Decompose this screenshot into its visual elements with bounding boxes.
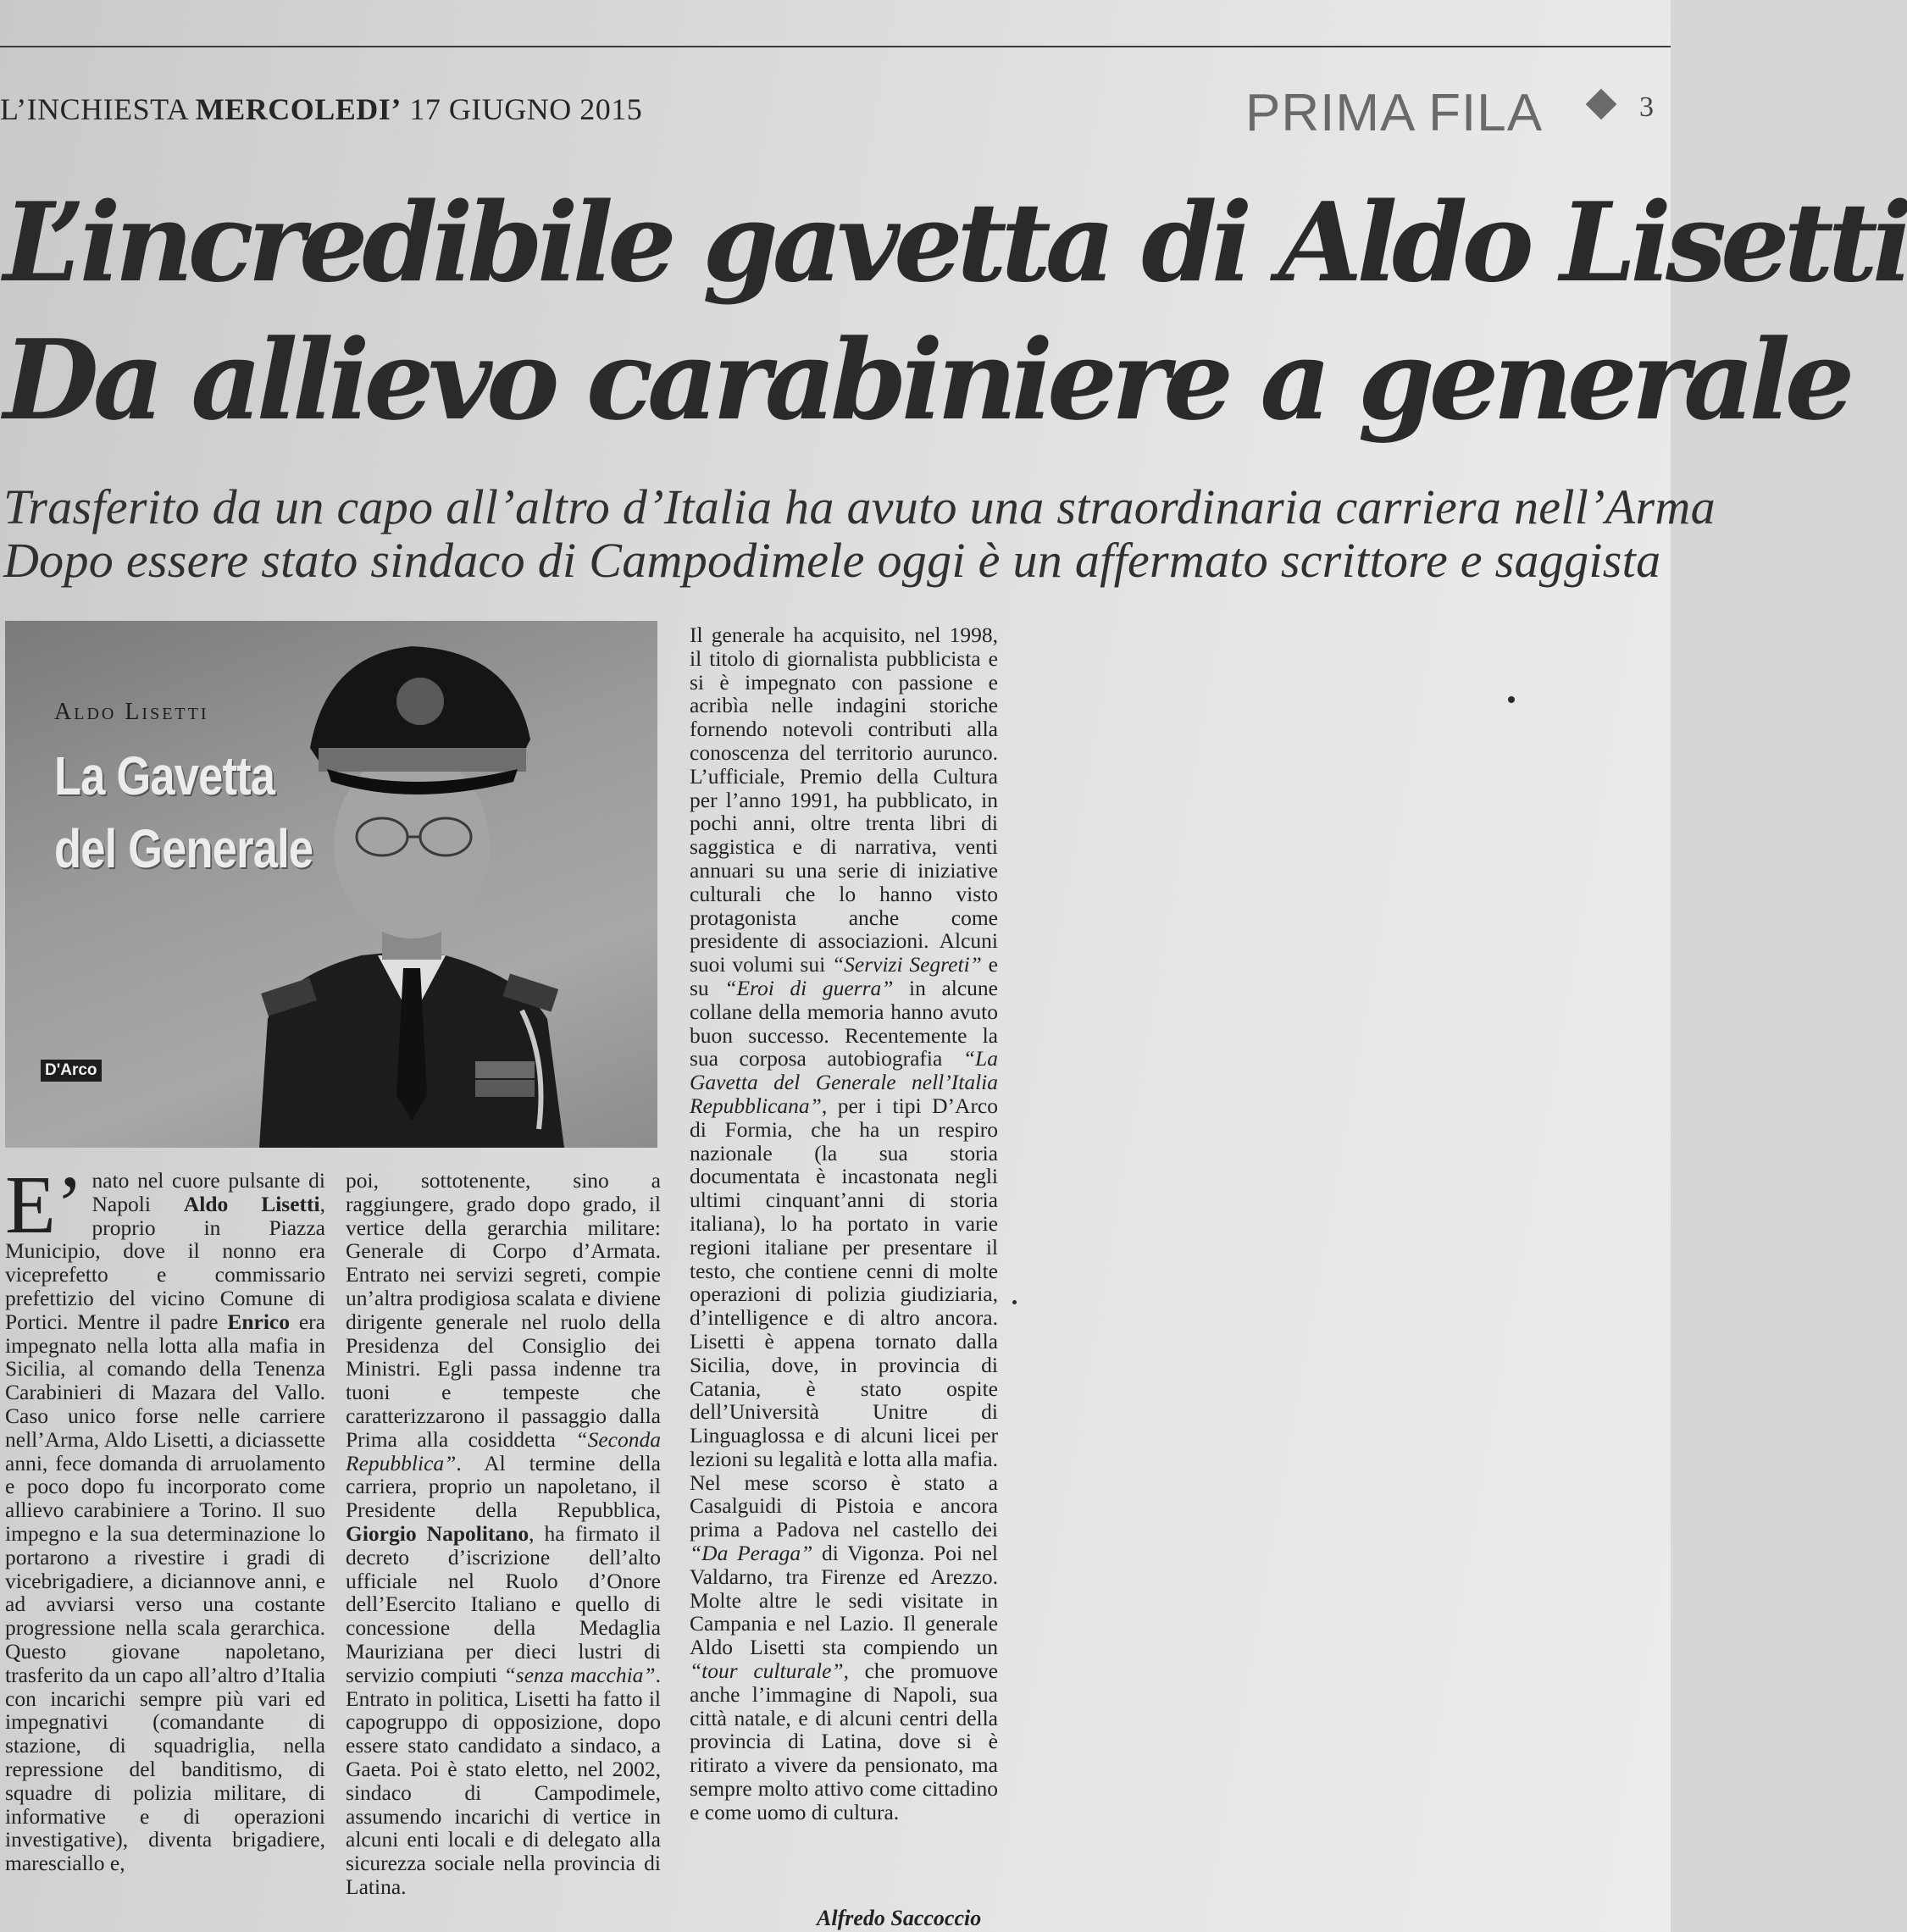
text-run: era impegnato nella lotta alla mafia in Sicilia, al comando della Tenenza Carabinieri di Mazara del Vallo. Caso unico forse nelle carriere nell’Arma, Aldo Lisetti, a diciassette anni, fece domanda di arruolamento e poco dopo fu incorporato come allievo carabiniere a Torino. Il suo impegno e la sua determinazione lo portarono a rivestire i gradi di vicebrigadiere, a diciannove anni, e ad avviarsi verso una costante progressione nella scala gerarchica. Questo giovane napoletano, trasferito da un capo all’altro d’Italia con incarichi sempre più vari ed impegnativi (comandante di stazione, di squadriglia, nella repressione del banditismo, di squadre di polizia militare, di informative e di operazioni investigative), diventa brigadiere, maresciallo e, xyxy=(5,1309,325,1876)
subhead-line-1: Trasferito da un capo all’altro d’Italia ha avuto una straordinaria carriera nell’Arma xyxy=(3,479,1716,534)
text-run: e su xyxy=(690,952,998,1000)
italic-quote: “Da Peraga” xyxy=(690,1541,813,1566)
cover-title xyxy=(54,739,313,885)
text-run: , che promuove anche l’immagine di Napoli, sua città natale, e di alcuni centri della provincia di Latina, dove si è ritirato a vivere da pensionato, ma sempre molto attivo come cittadino e come uomo di cultura. xyxy=(690,1658,999,1824)
page-number: 3 xyxy=(1639,91,1654,123)
paper-name: L’INCHIESTA xyxy=(0,92,188,126)
weekday: MERCOLEDI’ xyxy=(195,92,402,126)
cover-author: Aldo Lisetti xyxy=(54,699,209,725)
italic-quote: “tour culturale” xyxy=(690,1658,844,1684)
text-run: , per i tipi D’Arco di Formia, che ha un respiro nazionale (la sua storia documentata è incastonata negli ultimi cinquant’anni di storia italiana), lo ha portato in varie regioni italiane per presentare il testo, che contiene cenni di molte operazioni di polizia giudiziaria, d’intelligence e di altro ancora. Lisetti è appena tornato dalla Sicilia, dove, in provincia di Catania, è stato ospite dell’Università Unitre di Linguaglossa e di alcuni licei per lezioni su legalità e lotta alla mafia. Nel mese scorso è stato a Casalguidi di Pistoia e ancora prima a Padova nel castello dei xyxy=(690,1093,998,1542)
italic-quote: “senza macchia” xyxy=(503,1662,656,1687)
book-cover-photo xyxy=(5,621,657,1148)
person-name: Enrico xyxy=(227,1309,290,1334)
issue-date: 17 GIUGNO 2015 xyxy=(409,92,643,126)
cover-title-line-1: La Gavetta xyxy=(54,745,275,806)
speck xyxy=(1508,696,1515,703)
text-run: . Al termine della carriera, proprio un napoletano, il Presidente della Repubblica, xyxy=(346,1450,661,1523)
text-run: di Vigonza. Poi nel Valdarno, tra Firenze ed Arezzo. Molte altre le sedi visitate in Campania e nel Lazio. Il generale Aldo Lisetti sta compiendo un xyxy=(690,1541,998,1660)
italic-quote: “Seconda Repubblica” xyxy=(346,1426,661,1475)
subhead-line-2: Dopo essere stato sindaco di Campodimele oggi è un affermato scrittore e saggista xyxy=(3,533,1661,588)
publisher-logo: D'Arco xyxy=(41,1060,102,1082)
section-label: PRIMA FILA xyxy=(1245,84,1544,142)
text-run: nato nel cuore pulsante di Napoli xyxy=(91,1168,325,1216)
headline-line-2: Da allievo carabiniere a generale xyxy=(3,315,1849,445)
drop-cap: E’ xyxy=(5,1160,84,1251)
article-column-1 xyxy=(5,1160,325,1876)
text-run: in alcune collane della memoria hanno avuto buon successo. Recentemente la sua corposa autobiografia xyxy=(690,975,998,1071)
person-name: Aldo Lisetti xyxy=(183,1191,320,1216)
column-3-paragraph xyxy=(690,623,998,1824)
masthead-date-line xyxy=(0,91,642,127)
italic-quote: “La Gavetta del Generale nell’Italia Repubblicana” xyxy=(690,1046,998,1118)
text-run: poi, sottotenente, sino a raggiungere, grado dopo grado, il vertice della gerarchia militare: Generale di Corpo d’Armata. Entrato nei servizi segreti, compie un’altra prodigiosa scalata e diviene dirigente generale nel ruolo della Presidenza del Consiglio dei Ministri. Egli passa indenne tra tuoni e tempeste che caratterizzarono il passaggio dalla Prima alla cosiddetta xyxy=(346,1168,661,1452)
text-run: . Entrato in politica, Lisetti ha fatto il capogruppo di opposizione, dopo essere stato candidato a sindaco, a Gaeta. Poi è stato eletto, nel 2002, sindaco di Campodimele, assumendo incarichi di vertice in alcuni enti locali e di delegato alla sicurezza sociale nella provincia di Latina. xyxy=(346,1662,661,1899)
person-name: Giorgio Napolitano xyxy=(346,1520,529,1546)
column-1-paragraph xyxy=(5,1160,325,1876)
italic-quote: “Servizi Segreti” xyxy=(831,952,982,977)
text-run: , ha firmato il decreto d’iscrizione dell’alto ufficiale nel Ruolo d’Onore dell’Esercito Italiano e quello di concessione della Medaglia Mauriziana per dieci lustri di servizio compiuti xyxy=(346,1520,661,1687)
byline: Alfredo Saccoccio xyxy=(817,1906,982,1930)
text-run: Il generale ha acquisito, nel 1998, il titolo di giornalista pubblicista e si è impegnato con passione e acribìa nelle indagini storiche fornendo notevoli contributi alla conoscenza del territorio aurunco. L’ufficiale, Premio della Cultura per l’anno 1991, ha pubblicato, in pochi anni, oltre trenta libri di saggistica e di narrativa, venti annuari su una serie di iniziative culturali che lo hanno visto protagonista anche come presidente di associazioni. Alcuni suoi volumi sui xyxy=(690,623,998,977)
top-rule xyxy=(0,46,1671,47)
article-column-2 xyxy=(346,1169,661,1899)
cover-title-line-2: del Generale xyxy=(54,818,313,879)
headline-line-1: L’incredibile gavetta di Aldo Lisetti xyxy=(3,180,1907,307)
speck xyxy=(1012,1300,1017,1304)
diamond-icon xyxy=(1586,89,1617,120)
article-column-3 xyxy=(690,623,998,1824)
italic-quote: “Eroi di guerra” xyxy=(724,975,894,1000)
column-2-paragraph xyxy=(346,1169,661,1899)
text-run: , proprio in Piazza Municipio, dove il nonno era viceprefetto e commissario prefettizio del vicino Comune di Portici. Mentre il padre xyxy=(5,1191,325,1334)
